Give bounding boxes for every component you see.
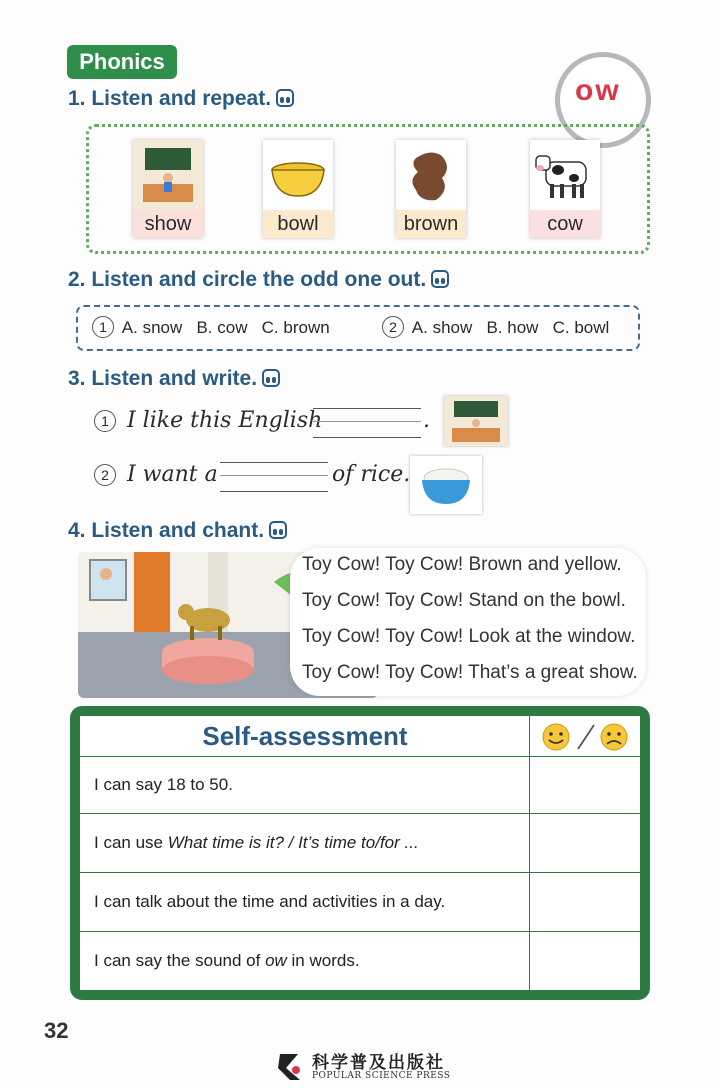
word-card-brown[interactable] [396,140,466,238]
section-3-heading [68,367,280,391]
classroom-thumbnail-icon [444,396,508,446]
item-number: 1 [94,410,116,432]
chant-line-4: Toy Cow! Toy Cow! That’s a great show. [302,662,638,683]
smile-frown-icons [540,721,632,753]
publisher-name-en: POPULAR SCIENCE PRESS [312,1071,451,1081]
rice-bowl-thumbnail-icon [410,456,482,514]
chant-line-2: Toy Cow! Toy Cow! Stand on the bowl. [302,590,626,611]
word-card-show[interactable] [133,140,203,238]
section-3-text: 3. Listen and write. [68,367,258,390]
row-divider [80,872,640,873]
assessment-row-4 [94,951,360,971]
write-text-after: of rice. [332,462,411,487]
row-divider [80,813,640,814]
column-divider [529,716,530,990]
item-number: 2 [382,316,404,338]
option-c[interactable]: C. brown [261,318,330,337]
self-assessment-title: Self-assessment [202,721,408,751]
option-b[interactable]: B. how [486,318,539,337]
section-2-heading [68,268,449,292]
row-emphasis: What time is it? / It’s time to/for ... [167,833,419,852]
item-number: 2 [94,464,116,486]
odd-one-out-group-1 [92,316,330,338]
smile-icon [543,724,569,750]
word-label: show [133,210,203,238]
word-label: cow [530,210,600,238]
page-number: 32 [44,1018,69,1043]
phonics-badge: Phonics [67,45,177,79]
brown-paint-icon [396,140,466,210]
section-4-text: 4. Listen and chant. [68,519,265,542]
word-card-bowl[interactable] [263,140,333,238]
headphones-icon[interactable] [431,270,449,288]
row-text: in words. [286,951,360,970]
section-1-text: 1. Listen and repeat. [68,87,272,110]
publisher-name: 科学普及出版社 [312,1053,445,1073]
answer-blank-1[interactable] [313,408,421,438]
assessment-row-1: I can say 18 to 50. [94,775,233,794]
section-4-heading [68,519,287,543]
row-emphasis: ow [265,951,287,970]
row-text: I can say the sound of [94,951,266,970]
option-c[interactable]: C. bowl [552,318,610,337]
option-b[interactable]: B. cow [196,318,248,337]
headphones-icon[interactable] [262,369,280,387]
option-a[interactable]: A. show [411,318,473,337]
write-text-before: I want a [127,462,218,487]
write-text-after: . [423,408,430,433]
bowl-icon [263,140,333,210]
section-1-heading [68,87,294,111]
row-divider [80,756,640,757]
row-text: I can use [94,833,168,852]
chant-line-1: Toy Cow! Toy Cow! Brown and yellow. [302,554,622,575]
assessment-row-2 [94,833,419,853]
write-text-before: I like this English [127,408,323,433]
assessment-row-3: I can talk about the time and activities in a day. [94,892,446,911]
classroom-stage-icon [133,140,203,210]
write-line-1 [94,408,322,433]
sound-label: ow [575,74,621,107]
row-divider [80,931,640,932]
frown-icon [601,724,627,750]
self-assessment-table [80,716,640,990]
write-line-2 [94,462,218,487]
word-card-cow[interactable] [530,140,600,238]
chant-line-3: Toy Cow! Toy Cow! Look at the window. [302,626,636,647]
item-number: 1 [92,316,114,338]
word-label: brown [396,210,466,238]
answer-blank-2[interactable] [220,462,328,492]
publisher-logo-icon [276,1050,304,1084]
option-a[interactable]: A. snow [121,318,183,337]
headphones-icon[interactable] [269,521,287,539]
cow-icon [530,140,600,210]
section-2-text: 2. Listen and circle the odd one out. [68,268,427,291]
word-label: bowl [263,210,333,238]
headphones-icon[interactable] [276,89,294,107]
odd-one-out-group-2 [382,316,609,338]
